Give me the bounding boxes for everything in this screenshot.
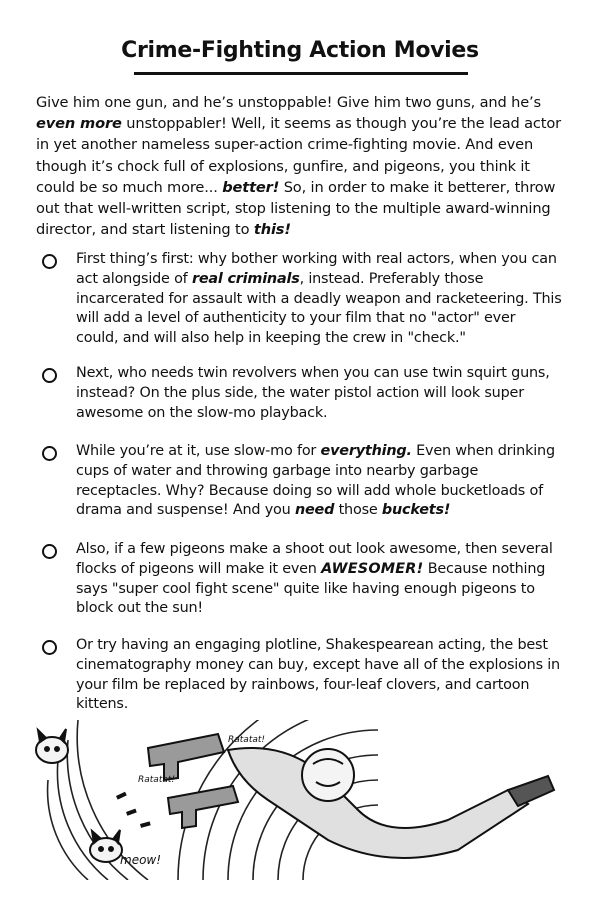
tip-text-part: First thing’s first: why bother working with real actors, when you can act alongside of: [76, 251, 557, 287]
intro-emphasis-2: better!: [222, 178, 280, 196]
tip-text-part: Because nothing says "super cool fight scene" quite like having enough pigeons to block out the sun!: [76, 560, 546, 617]
tip-text-part: those: [334, 502, 382, 519]
tip-text: [76, 636, 562, 715]
sfx-text: Ratatat!: [138, 775, 175, 785]
tip-emphasis: need: [294, 502, 335, 519]
circle-bullet-icon: [42, 254, 57, 269]
tip-text: [76, 364, 562, 423]
page-title: Crime-Fighting Action Movies: [121, 38, 479, 63]
tip-item: [42, 364, 562, 423]
tip-item: [42, 250, 562, 349]
tip-text-part: Or try having an engaging plotline, Shakespearean acting, the best cinematography money can buy, except have all of the explosions in your film be replaced by rainbows, four-leaf clovers, and cartoon kittens.: [76, 637, 560, 713]
tip-text-part: While you’re at it, use slow-mo for: [76, 443, 321, 459]
tip-text-part: Even when drinking cups of water and throwing garbage into nearby garbage receptacles. Why? Because doing so will add whole bucketloads of drama and suspense! And you: [76, 443, 555, 519]
tip-emphasis: buckets!: [381, 502, 451, 519]
action-hero-illustration: [28, 720, 574, 880]
tip-text-part: Also, if a few pigeons make a shoot out look awesome, then several flocks of pigeons will make it even: [76, 541, 553, 577]
tip-text-part: Next, who needs twin revolvers when you can use twin squirt guns, instead? On the plus side, the water pistol action will look super awesome on the slow-mo playback.: [76, 365, 550, 421]
circle-bullet-icon: [42, 544, 57, 559]
tip-text: [76, 540, 562, 619]
tip-text: [76, 250, 562, 349]
tip-emphasis: AWESOMER!: [321, 560, 424, 577]
tip-emphasis: everything.: [320, 443, 412, 459]
circle-bullet-icon: [42, 446, 57, 461]
intro-emphasis-3: this!: [253, 221, 291, 239]
intro-emphasis-1: even more: [36, 115, 122, 133]
sfx-text: meow!: [120, 853, 162, 867]
tip-item: [42, 636, 562, 715]
tip-text: [76, 442, 562, 521]
tip-item: [42, 540, 562, 619]
title-underline: [134, 72, 468, 75]
circle-bullet-icon: [42, 640, 57, 655]
tip-item: [42, 442, 562, 521]
tip-emphasis: real criminals: [191, 270, 300, 287]
tip-text-part: , instead. Preferably those incarcerated for assault with a deadly weapon and racketeering. This will add a level of authenticity to your film that no "actor" ever could, and will also help in keeping the crew in "check.": [76, 270, 562, 347]
intro-text-2: unstoppabler! Well, it seems as though you’re the lead actor in yet another nameless super-action crime-fighting movie. And even though it’s chock full of explosions, gunfire, and pigeons, you think it could be so much more...: [36, 115, 561, 196]
intro-text-1: Give him one gun, and he’s unstoppable! Give him two guns, and he’s: [36, 94, 541, 111]
intro-text-3: So, in order to make it betterer, throw out that well-written script, stop listening to the multiple award-winning director, and start listening to: [36, 178, 556, 239]
intro-paragraph: [36, 92, 566, 240]
sfx-text: Ratatat!: [228, 735, 265, 745]
circle-bullet-icon: [42, 368, 57, 383]
